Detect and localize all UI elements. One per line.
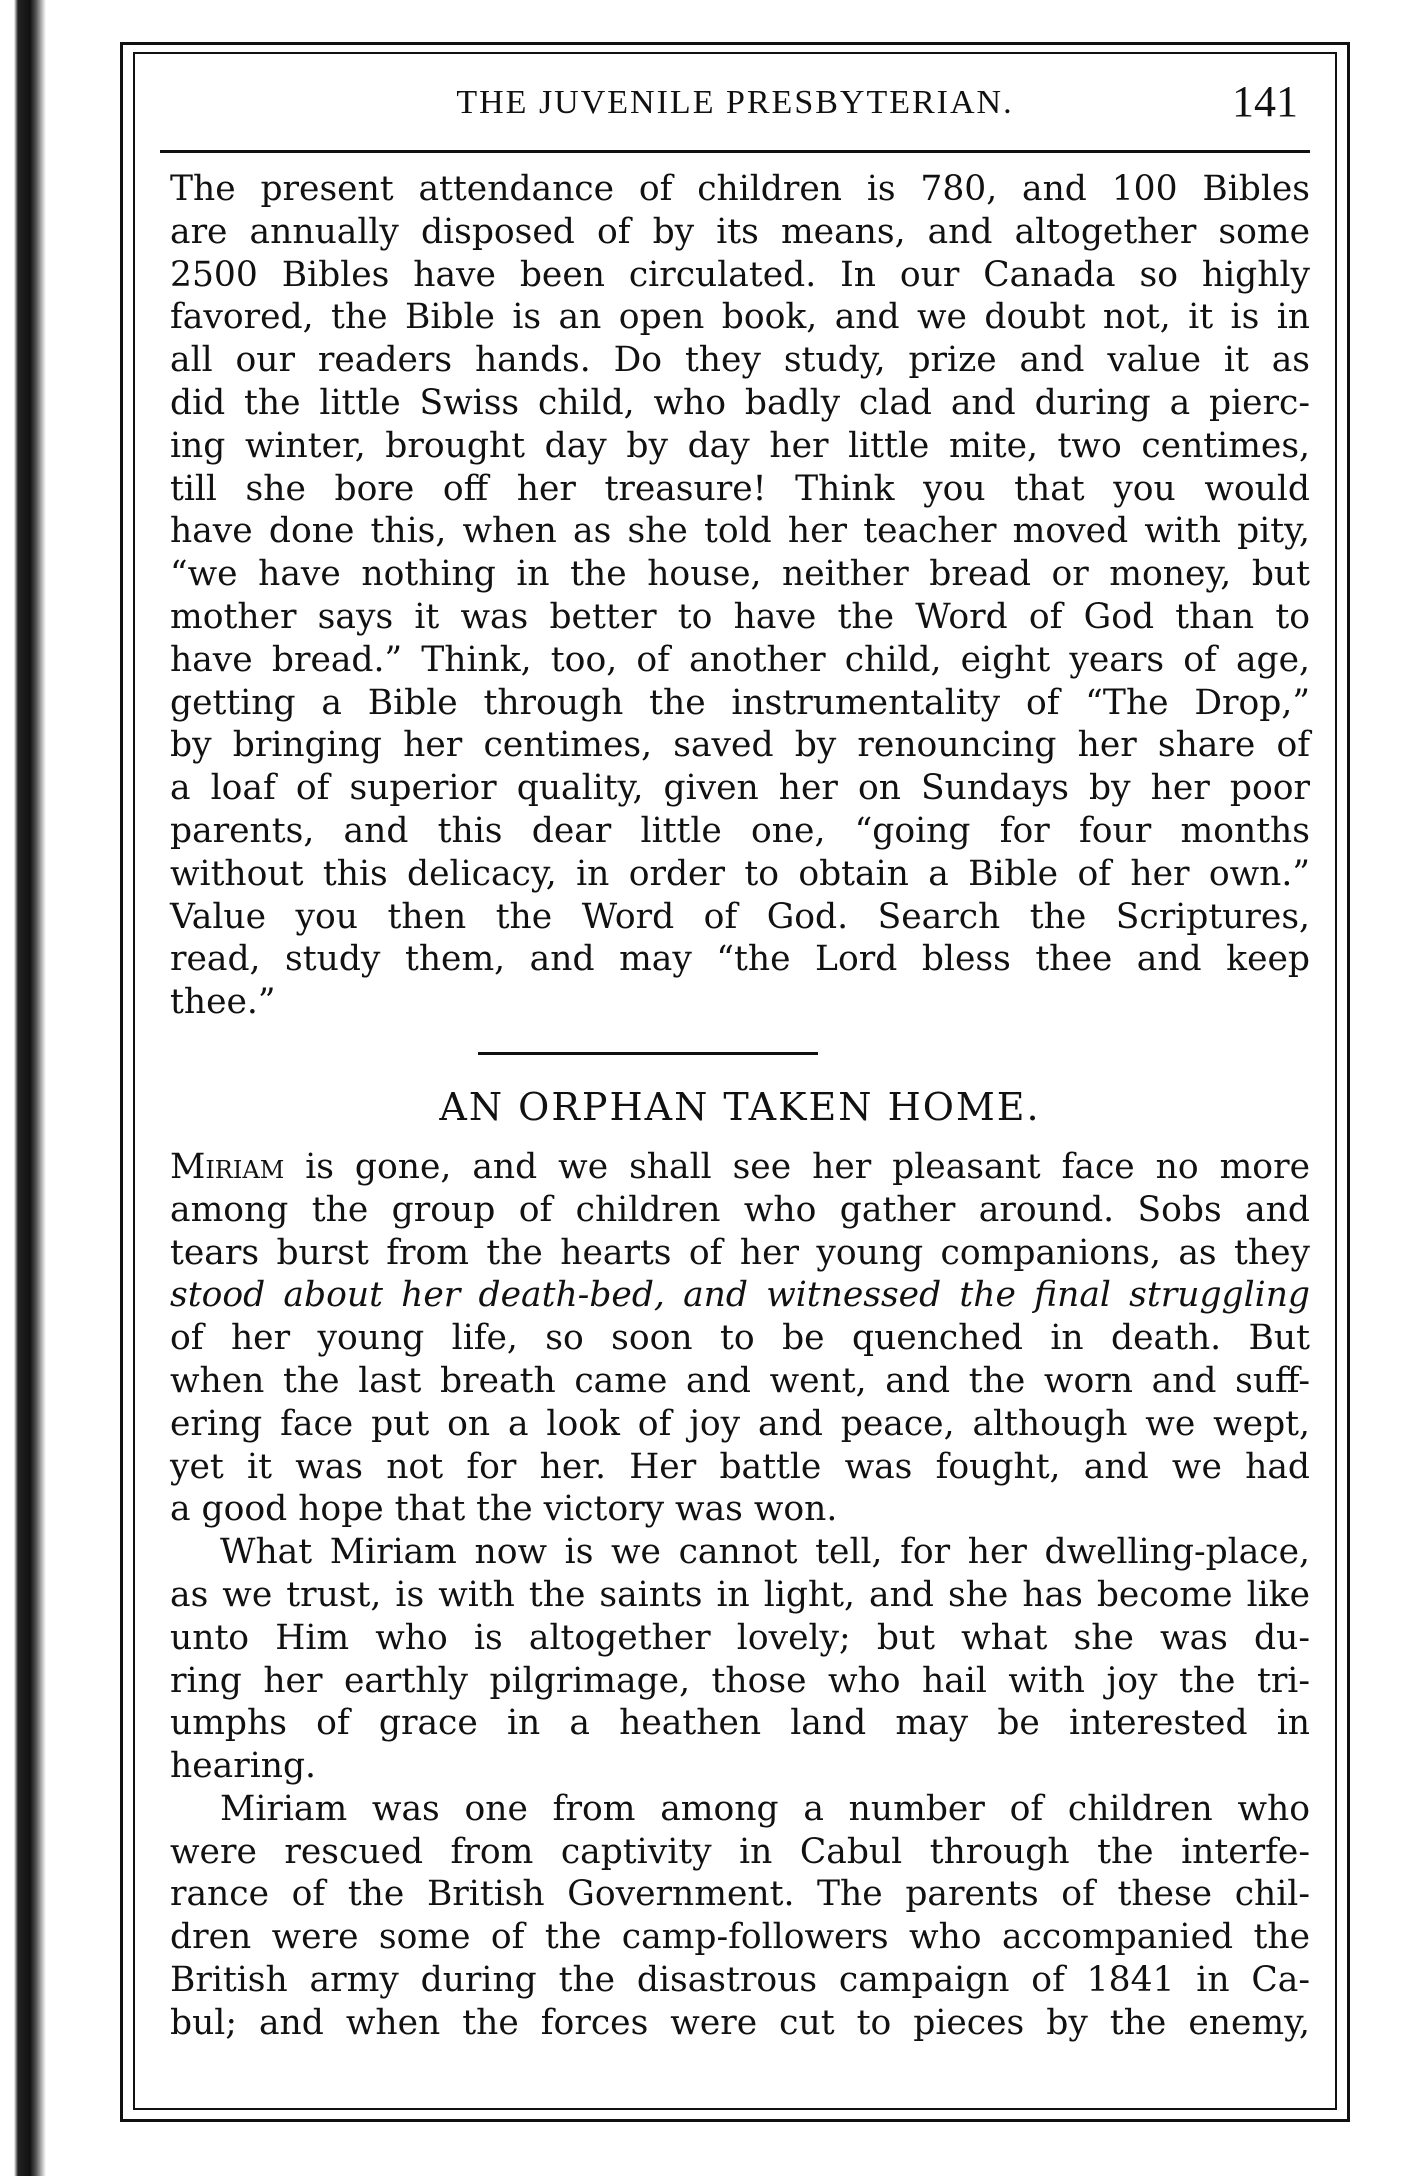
text-line: a loaf of superior quality, given her on Sundays by her poor	[170, 768, 1310, 809]
text-line: have done this, when as she told her teacher moved with pity,	[170, 511, 1310, 552]
text-line: 2500 Bibles have been circulated. In our Canada so highly	[170, 254, 1310, 295]
italic-line: stood about her death-bed, and witnessed the final struggling	[170, 1275, 1310, 1316]
section1-paragraph	[170, 168, 1310, 1024]
text-line: among the group of children who gather around. Sobs and	[170, 1189, 1310, 1230]
text-line: a good hope that the victory was won.	[170, 1489, 838, 1530]
text-line: ring her earthly pilgrimage, those who hail with joy the tri-	[170, 1660, 1310, 1701]
text-line: The present attendance of children is 780, and 100 Bibles	[170, 169, 1310, 209]
text-line: without this delicacy, in order to obtain a Bible of her own.”	[170, 853, 1310, 894]
text-line: umphs of grace in a heathen land may be interested in	[170, 1703, 1310, 1744]
text-line: mother says it was better to have the Word of God than to	[170, 596, 1310, 637]
text-line: yet it was not for her. Her battle was fought, and we had	[170, 1446, 1310, 1487]
running-title: THE JUVENILE PRESBYTERIAN.	[456, 84, 1014, 121]
line-rest: is gone, and we shall see her pleasant face no more	[284, 1146, 1310, 1187]
text-line: British army during the disastrous campaign of 1841 in Ca-	[170, 1960, 1310, 2001]
text-line: hearing.	[170, 1746, 317, 1787]
text-line: are annually disposed of by its means, and altogether some	[170, 211, 1310, 252]
text-line: rance of the British Government. The parents of these chil-	[170, 1874, 1310, 1915]
text-line: tears burst from the hearts of her young companions, as they	[170, 1232, 1310, 1273]
text-line: were rescued from captivity in Cabul through the interfe-	[170, 1831, 1310, 1872]
text-line	[170, 1146, 1310, 1189]
text-line: getting a Bible through the instrumentality of “The Drop,”	[170, 682, 1310, 723]
text-line: ering face put on a look of joy and peace, although we wept,	[170, 1403, 1310, 1444]
lead-word: Miriam	[170, 1146, 285, 1187]
section-title: AN ORPHAN TAKEN HOME.	[439, 1084, 1041, 1129]
text-line: ing winter, brought day by day her little mite, two centimes,	[170, 425, 1310, 466]
text-line: Miriam was one from among a number of children who	[220, 1788, 1310, 1829]
page-number: 141	[1232, 77, 1298, 126]
text-line: dren were some of the camp-followers who accompanied the	[170, 1917, 1310, 1958]
text-line: did the little Swiss child, who badly clad and during a pierc-	[170, 382, 1310, 423]
text-line: unto Him who is altogether lovely; but what she was du-	[170, 1617, 1310, 1658]
text-line: favored, the Bible is an open book, and we doubt not, it is in	[170, 297, 1310, 338]
text-line: of her young life, so soon to be quenched in death. But	[170, 1318, 1310, 1359]
running-head	[160, 77, 1310, 134]
text-line: all our readers hands. Do they study, prize and value it as	[170, 340, 1310, 381]
paragraph-3	[170, 1788, 1310, 2045]
text-line: thee.”	[170, 982, 276, 1023]
text-line: What Miriam now is we cannot tell, for her dwelling-place,	[220, 1532, 1310, 1573]
text-line: as we trust, is with the saints in light, and she has become like	[170, 1574, 1310, 1615]
scan-edge	[0, 0, 46, 2176]
text-line: till she bore off her treasure! Think you that you would	[170, 468, 1310, 509]
paragraph-2	[170, 1531, 1310, 1788]
section-divider	[170, 1024, 1310, 1076]
text-line: parents, and this dear little one, “going for four months	[170, 810, 1310, 851]
text-line: Value you then the Word of God. Search the Scriptures,	[170, 896, 1310, 937]
paragraph-1	[170, 1146, 1310, 1531]
text-line: have bread.” Think, too, of another child, eight years of age,	[170, 639, 1310, 680]
article-text	[170, 168, 1310, 2045]
text-line: when the last breath came and went, and the worn and suff-	[170, 1360, 1310, 1401]
text-line: by bringing her centimes, saved by renouncing her share of	[170, 725, 1310, 766]
divider-rule	[478, 1052, 818, 1055]
text-line: bul; and when the forces were cut to pieces by the enemy,	[170, 2002, 1310, 2043]
header-rule	[160, 150, 1310, 153]
text-line: read, study them, and may “the Lord bless thee and keep	[170, 939, 1310, 980]
text-line: “we have nothing in the house, neither bread or money, but	[170, 554, 1310, 595]
